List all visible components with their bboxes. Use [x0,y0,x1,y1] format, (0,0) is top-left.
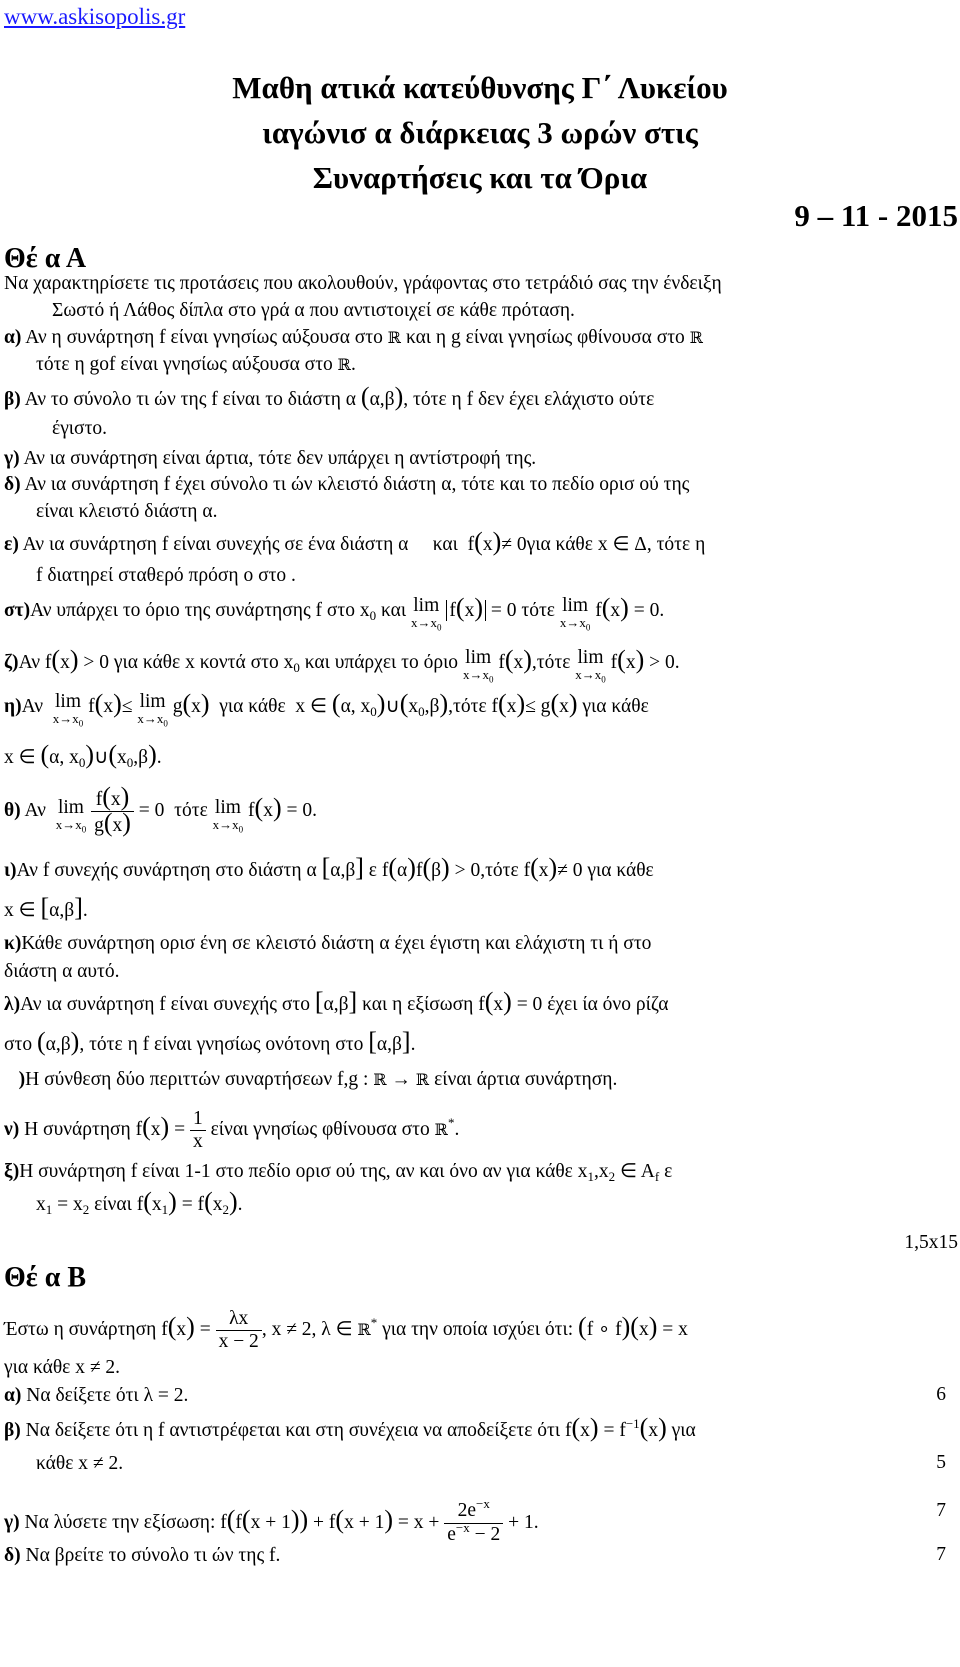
title-line-2: ιαγώνισ α διάρκειας 3 ωρών στις [262,115,698,150]
theme-b-heading: Θέ α Β [4,1262,87,1293]
item-h-text-1b: για κάθε [219,696,286,717]
theme-b-intro: Έστω η συνάρτηση f(x) = $\frac{\lambda x}{x - 2}$ , x ≠ 2, λ ∈ ℝ* για την οποία ισχύει ότι: (f ∘ f)(x) = x [4,1308,688,1352]
item-th: θ) Αν lim $x\to x_0$ $\frac{f(x)}{g(x)}$ = 0 τότε lim $x\to x_0$ f(x) = 0. [4,782,318,837]
item-k [4,932,651,956]
item-k-label: κ) [4,933,22,954]
item-i-text-1: Αν f συνεχής συνάρτηση στο διάστη α [16,860,317,881]
item-a-text-2: τότε η gof είναι γνησίως αύξουσα στο [36,354,333,375]
item-e-text-1b: και [432,534,458,555]
item-st-text-1b: και [381,600,407,621]
item-i-line-2: x ∈ [α,β]. [4,893,88,922]
item-b-text-2: έγιστο. [52,418,108,439]
item-i-text-1d: για κάθε [587,860,654,881]
theme-b-b-points: 5 [936,1452,946,1473]
theme-b-a-label: α) [4,1385,22,1406]
item-n: ν) Η συνάρτηση f(x) = $\frac{1}{x}$ είναι γνησίως φθίνουσα στο ℝ*. [4,1108,460,1152]
theme-a-intro-2: Σωστό ή Λάθος δίπλα στο γρά α που αντιστοιχεί σε κάθε πρόταση. [52,300,575,321]
title-line-1: Μαθη ατικά κατεύθυνσης Γ΄ Λυκείου [232,70,728,105]
item-d-text-1: Αν ια συνάρτηση f έχει σύνολο τι ών κλειστό διάστη α, τότε και το πεδίο ορισ ού της [24,474,690,495]
item-x-text-2b: είναι [94,1194,132,1215]
item-k-text-2: διάστη α αυτό. [4,961,120,982]
theme-a-points: 1,5x15 [904,1232,958,1253]
theme-a-heading: Θέ α Α [4,243,87,274]
theme-b-g-text: Να λύσετε την εξίσωση: [24,1511,216,1533]
item-a-line-2: τότε η gof είναι γνησίως αύξουσα στο ℝ. [36,354,356,375]
item-th-text-1b: τότε [174,799,208,821]
item-z-text-1d: ,τότε [531,652,571,673]
item-h-text-1c: ,τότε [448,696,487,717]
item-i-label: ι) [4,860,17,881]
exam-date: 9 – 11 - 2015 [794,198,958,233]
item-d-label: δ) [4,474,21,495]
theme-b-item-a: α) Να δείξετε ότι λ = 2. [4,1385,189,1406]
item-e-text-2: f διατηρεί σταθερό πρόση ο στο . [36,565,296,586]
item-e: ε) Αν ια συνάρτηση f είναι συνεχής σε ένα διάστη α και f(x)≠ 0για κάθε x ∈ Δ, τότε η [4,527,706,556]
title-line-3: Συναρτήσεις και τα Όρια [312,160,648,195]
theme-b-b-text-1: Να δείξετε ότι η f αντιστρέφεται και στη συνέχεια να αποδείξετε ότι [25,1420,561,1441]
item-h-line-2: x ∈ (α, $x_0)\cup(x_0,\beta)$. [4,740,162,770]
theme-b-b-text-1b: για [671,1420,696,1441]
theme-b-intro-1: Έστω η συνάρτηση [4,1318,157,1340]
theme-b-a-text: Να δείξετε ότι [26,1385,139,1406]
item-st-text-1c: τότε [521,600,555,621]
theme-b-b-label: β) [4,1420,21,1441]
item-st: στ)Αν υπάρχει το όριο της συνάρτησης f στο $x_0$ και lim $x\to x_0$ f(x) = 0 τότε lim $x\to x_0$ f(x) = 0. [4,593,665,633]
item-m: )Η σύνθεση δύο περιττών συναρτήσεων f,g : ℝ → ℝ είναι άρτια συνάρτηση. [18,1069,618,1090]
item-m-text-1b: είναι άρτια συνάρτηση. [434,1069,618,1090]
item-st-label: στ) [4,600,31,621]
item-b-text-1: Αν το σύνολο τι ών της f είναι το διάστη α [24,389,357,410]
item-k-text-1: Κάθε συνάρτηση ορισ ένη σε κλειστό διάστη α έχει έγιστη και ελάχιστη τι ή στο [21,933,652,954]
item-st-text-1: Αν υπάρχει το όριο της συνάρτησης f στο x [30,600,370,621]
item-h-label: η) [4,696,22,717]
item-e-text-1: Αν ια συνάρτηση f είναι συνεχής σε ένα διάστη α [22,534,409,555]
item-l: λ)Αν ια συνάρτηση f είναι συνεχής στο [α,β] και η εξίσωση f(x) = 0 έχει ία όνο ρίζα [4,987,669,1016]
theme-b-g-label: γ) [4,1511,20,1533]
item-m-label: ) [18,1069,26,1090]
item-h-text-1d: για κάθε [582,696,649,717]
item-b: β) Αν το σύνολο τι ών της f είναι το διάστη α (α,β), τότε η f δεν έχει ελάχιστο ούτε [4,382,655,411]
item-a-text-1: Αν η συνάρτηση f είναι γνησίως αύξουσα στο [25,327,383,348]
theme-b-d-points: 7 [936,1544,946,1565]
theme-b-item-d [4,1544,280,1568]
theme-b-item-b: β) Να δείξετε ότι η f αντιστρέφεται και στη συνέχεια να αποδείξετε ότι $f(x) = f^{-1}(x)$ για [4,1413,696,1442]
theme-b-item-g: γ) Να λύσετε την εξίσωση: f(f(x + 1)) + f(x + 1) = x + $\frac{2e^{-x}}{e^{-x} - 2}$ + 1. [4,1496,539,1545]
theme-b-d-label: δ) [4,1545,21,1566]
theme-b-g-points: 7 [936,1500,946,1521]
item-x-text-1b: ε [664,1161,673,1182]
theme-b-intro-1b: για την οποία ισχύει ότι: [382,1318,574,1340]
item-z-label: ζ) [4,652,19,673]
item-n-label: ν) [4,1118,20,1140]
item-z-text-1b: για κάθε x κοντά στο x [113,652,294,673]
item-x-label: ξ) [4,1161,20,1182]
theme-b-d-text: Να βρείτε το σύνολο τι ών της f. [25,1545,281,1566]
item-m-text-1: Η σύνθεση δύο περιττών συναρτήσεων f,g : [25,1069,369,1090]
item-x-line-2: $x_1 = x_2$ είναι $f(x_1) = f(x_2)$. [36,1187,243,1217]
item-a-text-1b: και η g είναι γνησίως φθίνουσα στο [405,327,685,348]
item-z-text-1: Αν [18,652,41,673]
item-l-label: λ) [4,994,21,1015]
item-b-text-1b: , τότε η f δεν έχει ελάχιστο ούτε [403,389,655,410]
site-link[interactable]: www.askisopolis.gr [4,4,186,29]
theme-b-intro-2: για κάθε [4,1357,71,1378]
item-d [4,473,689,497]
item-h: η)Αν lim $x\to x_0$ f(x)≤ lim $x\to x_0$ g(x) για κάθε x ∈ (α, $x_0)\cup(x_0,\beta),\tau ό\tau\varepsilon$ f(x)≤ g(x) για κάθε [4,689,649,729]
item-d-text-2: είναι κλειστό διάστη α. [36,501,218,522]
item-l-text-2: στο [4,1034,33,1055]
theme-a-intro-1: Να χαρακτηρίσετε τις προτάσεις που ακολουθούν, γράφοντας στο τετράδιό σας την ένδειξη [4,273,722,294]
item-l-line-2: στο (α,β), τότε η f είναι γνησίως ονότονη στο [α,β]. [4,1027,416,1056]
item-z-text-1c: και υπάρχει το όριο [304,652,459,673]
theme-b-intro-line-2: για κάθε x ≠ 2. [4,1357,121,1378]
theme-b-item-b-line-2: κάθε x ≠ 2. [36,1453,124,1474]
item-x-text-1: Η συνάρτηση f είναι 1-1 στο πεδίο ορισ ού της, αν και όνο αν για κάθε [19,1161,573,1182]
item-b-label: β) [4,389,21,410]
item-g-label: γ) [4,448,20,469]
item-i: ι)Αν f συνεχής συνάρτηση στο διάστη α [α,β] ε f(α)f(β) > 0,τότε f(x)≠ 0 για κάθε [4,853,654,882]
item-th-text-1: Αν [24,799,46,821]
theme-b-a-points: 6 [936,1384,946,1405]
item-i-text-1b: ε [368,860,377,881]
item-l-text-1c: έχει ία όνο ρίζα [547,994,669,1015]
item-l-text-1: Αν ια συνάρτηση f είναι συνεχής στο [20,994,310,1015]
item-a-label: α) [4,327,22,348]
item-n-text-1b: είναι γνησίως φθίνουσα στο [210,1118,430,1140]
item-z: ζ)Αν f(x) > 0 για κάθε x κοντά στο $x_0$ και υπάρχει το όριο lim $x\to x_0$ f(x),τότε lim $x\to x_0$ f(x) > 0. [4,645,680,685]
item-a: α) Αν η συνάρτηση f είναι γνησίως αύξουσα στο ℝ και η g είναι γνησίως φθίνουσα στο ℝ [4,327,703,348]
theme-b-b-text-2: κάθε [36,1453,74,1474]
item-x: ξ)Η συνάρτηση f είναι 1-1 στο πεδίο ορισ ού της, αν και όνο αν για κάθε $x_1,x_2$ ∈ $A_f$ ε [4,1161,673,1184]
item-l-text-2b: , τότε η f είναι γνησίως ονότονη στο [79,1034,364,1055]
item-e-text-1c: για κάθε [526,534,593,555]
item-e-label: ε) [4,534,19,555]
item-n-text-1: Η συνάρτηση [24,1118,131,1140]
item-e-text-1d: , τότε η [646,534,706,555]
item-g-text: Αν ια συνάρτηση είναι άρτια, τότε δεν υπάρχει η αντίστροφή της. [23,448,537,469]
item-h-text-1: Αν [21,696,44,717]
item-g [4,447,536,471]
item-l-text-1b: και η εξίσωση [362,994,474,1015]
item-th-label: θ) [4,799,21,821]
item-i-text-1c: ,τότε [480,860,519,881]
